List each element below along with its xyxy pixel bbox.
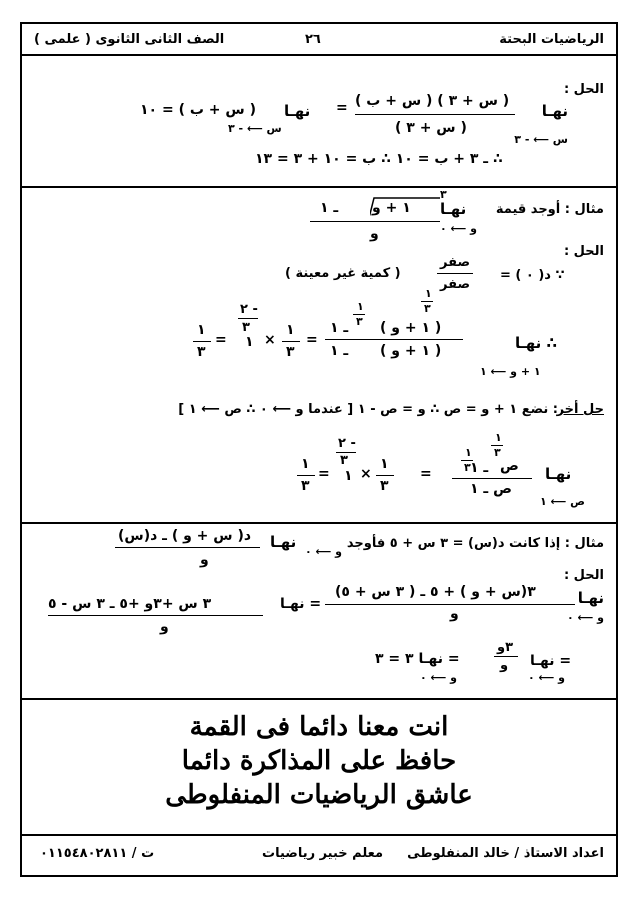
- bar-3d: [376, 475, 394, 476]
- final-bar-3: [297, 475, 315, 476]
- exp-3b-2: ٣: [242, 320, 250, 335]
- approach-1b: س ⟵ - ٣: [228, 122, 282, 135]
- exp-one-a: ١: [425, 287, 432, 300]
- root-expression: ١ + و: [372, 200, 411, 216]
- fraction-bar-2: [310, 221, 440, 222]
- header-grade: الصف الثانى الثانوى ( علمى ): [34, 32, 225, 47]
- den3-4: و: [160, 619, 169, 635]
- footer-author: اعداد الاستاذ / خالد المنفلوطى: [407, 846, 604, 861]
- lim-word-1b: نهـا: [284, 102, 311, 120]
- therefore-lim-2: ∴ نهـا: [515, 334, 557, 352]
- fraction-bar-4: [115, 547, 260, 548]
- final-num-2: ١: [197, 322, 206, 338]
- num-base-3: ص: [500, 458, 519, 474]
- conclusion-1: ∴ ـ ٣ + ب = ١٠ ∴ ب = ١٠ + ٣ = ١٣: [255, 151, 503, 167]
- approach-3: ص ⟵ ١: [540, 495, 585, 508]
- exp-three-a: ٣: [424, 302, 431, 315]
- denominator-4: و: [200, 552, 209, 568]
- lim-word-4b: نهـا: [577, 589, 604, 607]
- approach-1: س ⟵ - ٣: [514, 133, 568, 146]
- footer-divider: [22, 834, 616, 836]
- denominator-2: و: [370, 226, 379, 242]
- frac-num-2: ( ١ + و ): [380, 320, 442, 336]
- fraction-numerator-1: ( س + ٣ ) ( س + ب ): [355, 93, 510, 109]
- final-den-3: ٣: [301, 478, 310, 494]
- rhs-1: ( س + ب ) = ١٠: [140, 102, 256, 118]
- one-3a: ١: [380, 456, 389, 472]
- divider-1: [22, 186, 616, 188]
- header-page-number: ٢٦: [305, 32, 321, 47]
- lim-word-4: نهـا: [270, 533, 297, 551]
- den4-4: و: [500, 658, 509, 673]
- motto-line-3: عاشق الرياضيات المنفلوطى: [165, 780, 473, 810]
- example-label-2: مثال : أوجد قيمة: [495, 202, 604, 217]
- footer-phone: ت / ٠١١٥٤٨٠٢٨١١: [40, 846, 155, 861]
- exp-one-3b: ١: [465, 446, 472, 459]
- line3-prefix-4: = نهـا: [530, 653, 572, 669]
- eq-2a: =: [306, 332, 318, 348]
- times-3: ×: [360, 466, 372, 482]
- lim-word-3: نهـا: [545, 465, 572, 483]
- fraction-bar-2b: [325, 339, 463, 340]
- root-index: ٣: [440, 188, 447, 201]
- bar-2c: [282, 341, 300, 342]
- another-solution-label: حل أخر: [556, 402, 604, 417]
- frac-den-minus-2: ـ ١: [330, 343, 349, 359]
- eq2-4: = نهـا: [280, 596, 322, 612]
- approach-sub-2: ١ + و ⟵ ١: [480, 365, 541, 378]
- equals-1: =: [336, 100, 348, 116]
- one-2a: ١: [286, 322, 295, 338]
- frac-den-2: ( ١ + و ): [380, 343, 442, 359]
- zero-denominator: صفر: [440, 277, 471, 292]
- exp-bar-c: [238, 318, 258, 319]
- approach-4b: و ⟵ ٠: [567, 611, 604, 624]
- final-bar-2: [193, 341, 211, 342]
- num-minus-3: ـ ١: [470, 460, 489, 476]
- zero-fraction-bar: [437, 273, 473, 274]
- final-den-2: ٣: [197, 344, 206, 360]
- exp-one-b: ١: [357, 300, 364, 313]
- exp-three-3b: ٣: [464, 461, 471, 474]
- num2-4: ٣(س + و ) + ٥ ـ ( ٣ س + ٥): [335, 584, 536, 600]
- approach-2: و ⟵ ٠: [440, 222, 477, 235]
- exp-3-3: ٣: [340, 453, 348, 468]
- final-eq-2: =: [215, 332, 227, 348]
- indeterminate: ( كمية غير معينة ): [285, 266, 401, 281]
- three-2a: ٣: [286, 344, 295, 360]
- example-label-4: مثال : إذا كانت د(س) = ٣ س + ٥ فأوجد: [346, 536, 604, 551]
- den2-4: و: [450, 606, 459, 622]
- minus-one-2: ـ ١: [320, 200, 339, 216]
- footer-role: معلم خبير رياضيات: [262, 846, 384, 861]
- exp-three-3a: ٣: [494, 446, 501, 459]
- final-num-3: ١: [301, 456, 310, 472]
- motto-line-2: حافظ على المذاكرة دائما: [181, 746, 457, 776]
- times-2: ×: [264, 332, 276, 348]
- fraction-bar-4b: [325, 604, 575, 605]
- zero-numerator: صفر: [440, 255, 471, 270]
- base-one-3: ١: [344, 468, 353, 484]
- line3-mid-4: = نهـا ٣ = ٣: [375, 651, 460, 667]
- lim-word-1: نهـا: [541, 102, 568, 120]
- divider-3: [22, 698, 616, 700]
- den-3: ص ـ ١: [470, 481, 512, 497]
- approach-4: و ⟵ ٠: [305, 545, 342, 558]
- approach-4d: و ⟵ ٠: [420, 671, 457, 684]
- num4-4: ٣و: [497, 640, 514, 655]
- numerator-4: د( س + و ) ـ د(س): [118, 528, 252, 544]
- header-divider: [22, 54, 616, 56]
- fraction-bar-1: [355, 114, 515, 115]
- because-d0: ∵ د( ٠ ) =: [500, 268, 565, 283]
- solution-label-2: الحل :: [563, 244, 604, 259]
- motto-line-1: انت معنا دائما فى القمة: [189, 712, 449, 742]
- final-eq-3: =: [318, 466, 330, 482]
- fraction-bar-4c: [48, 615, 263, 616]
- substitution-line: : نضع ١ + و = ص ∴ و = ص - ١ [ عندما و ⟵ ٠ ∴ ص ⟵ ١ ]: [178, 402, 558, 417]
- exp-neg2-3: ٢ -: [338, 436, 356, 451]
- three-3a: ٣: [380, 478, 389, 494]
- header-subject: الرياضيات البحتة: [499, 32, 604, 47]
- num3-4: ٣ س +٣و +٥ ـ ٣ س - ٥: [48, 596, 212, 612]
- frac-num-minus-2: ـ ١: [330, 320, 349, 336]
- exp-neg2-2: ٢ -: [240, 302, 258, 317]
- lim-word-2: نهـا: [440, 200, 467, 218]
- solution-label-4: الحل :: [563, 568, 604, 583]
- fraction-bar-4d: [494, 656, 518, 657]
- exp-one-3a: ١: [495, 431, 502, 444]
- solution-label-1: الحل :: [563, 82, 604, 97]
- approach-4c: و ⟵ ٠: [528, 671, 565, 684]
- exp-three-b: ٣: [356, 315, 363, 328]
- fraction-denominator-1: ( س + ٣ ): [395, 120, 467, 136]
- divider-2: [22, 522, 616, 524]
- eq-3a: =: [420, 466, 432, 482]
- fraction-bar-3: [452, 478, 532, 479]
- base-one-2: ١: [245, 334, 254, 350]
